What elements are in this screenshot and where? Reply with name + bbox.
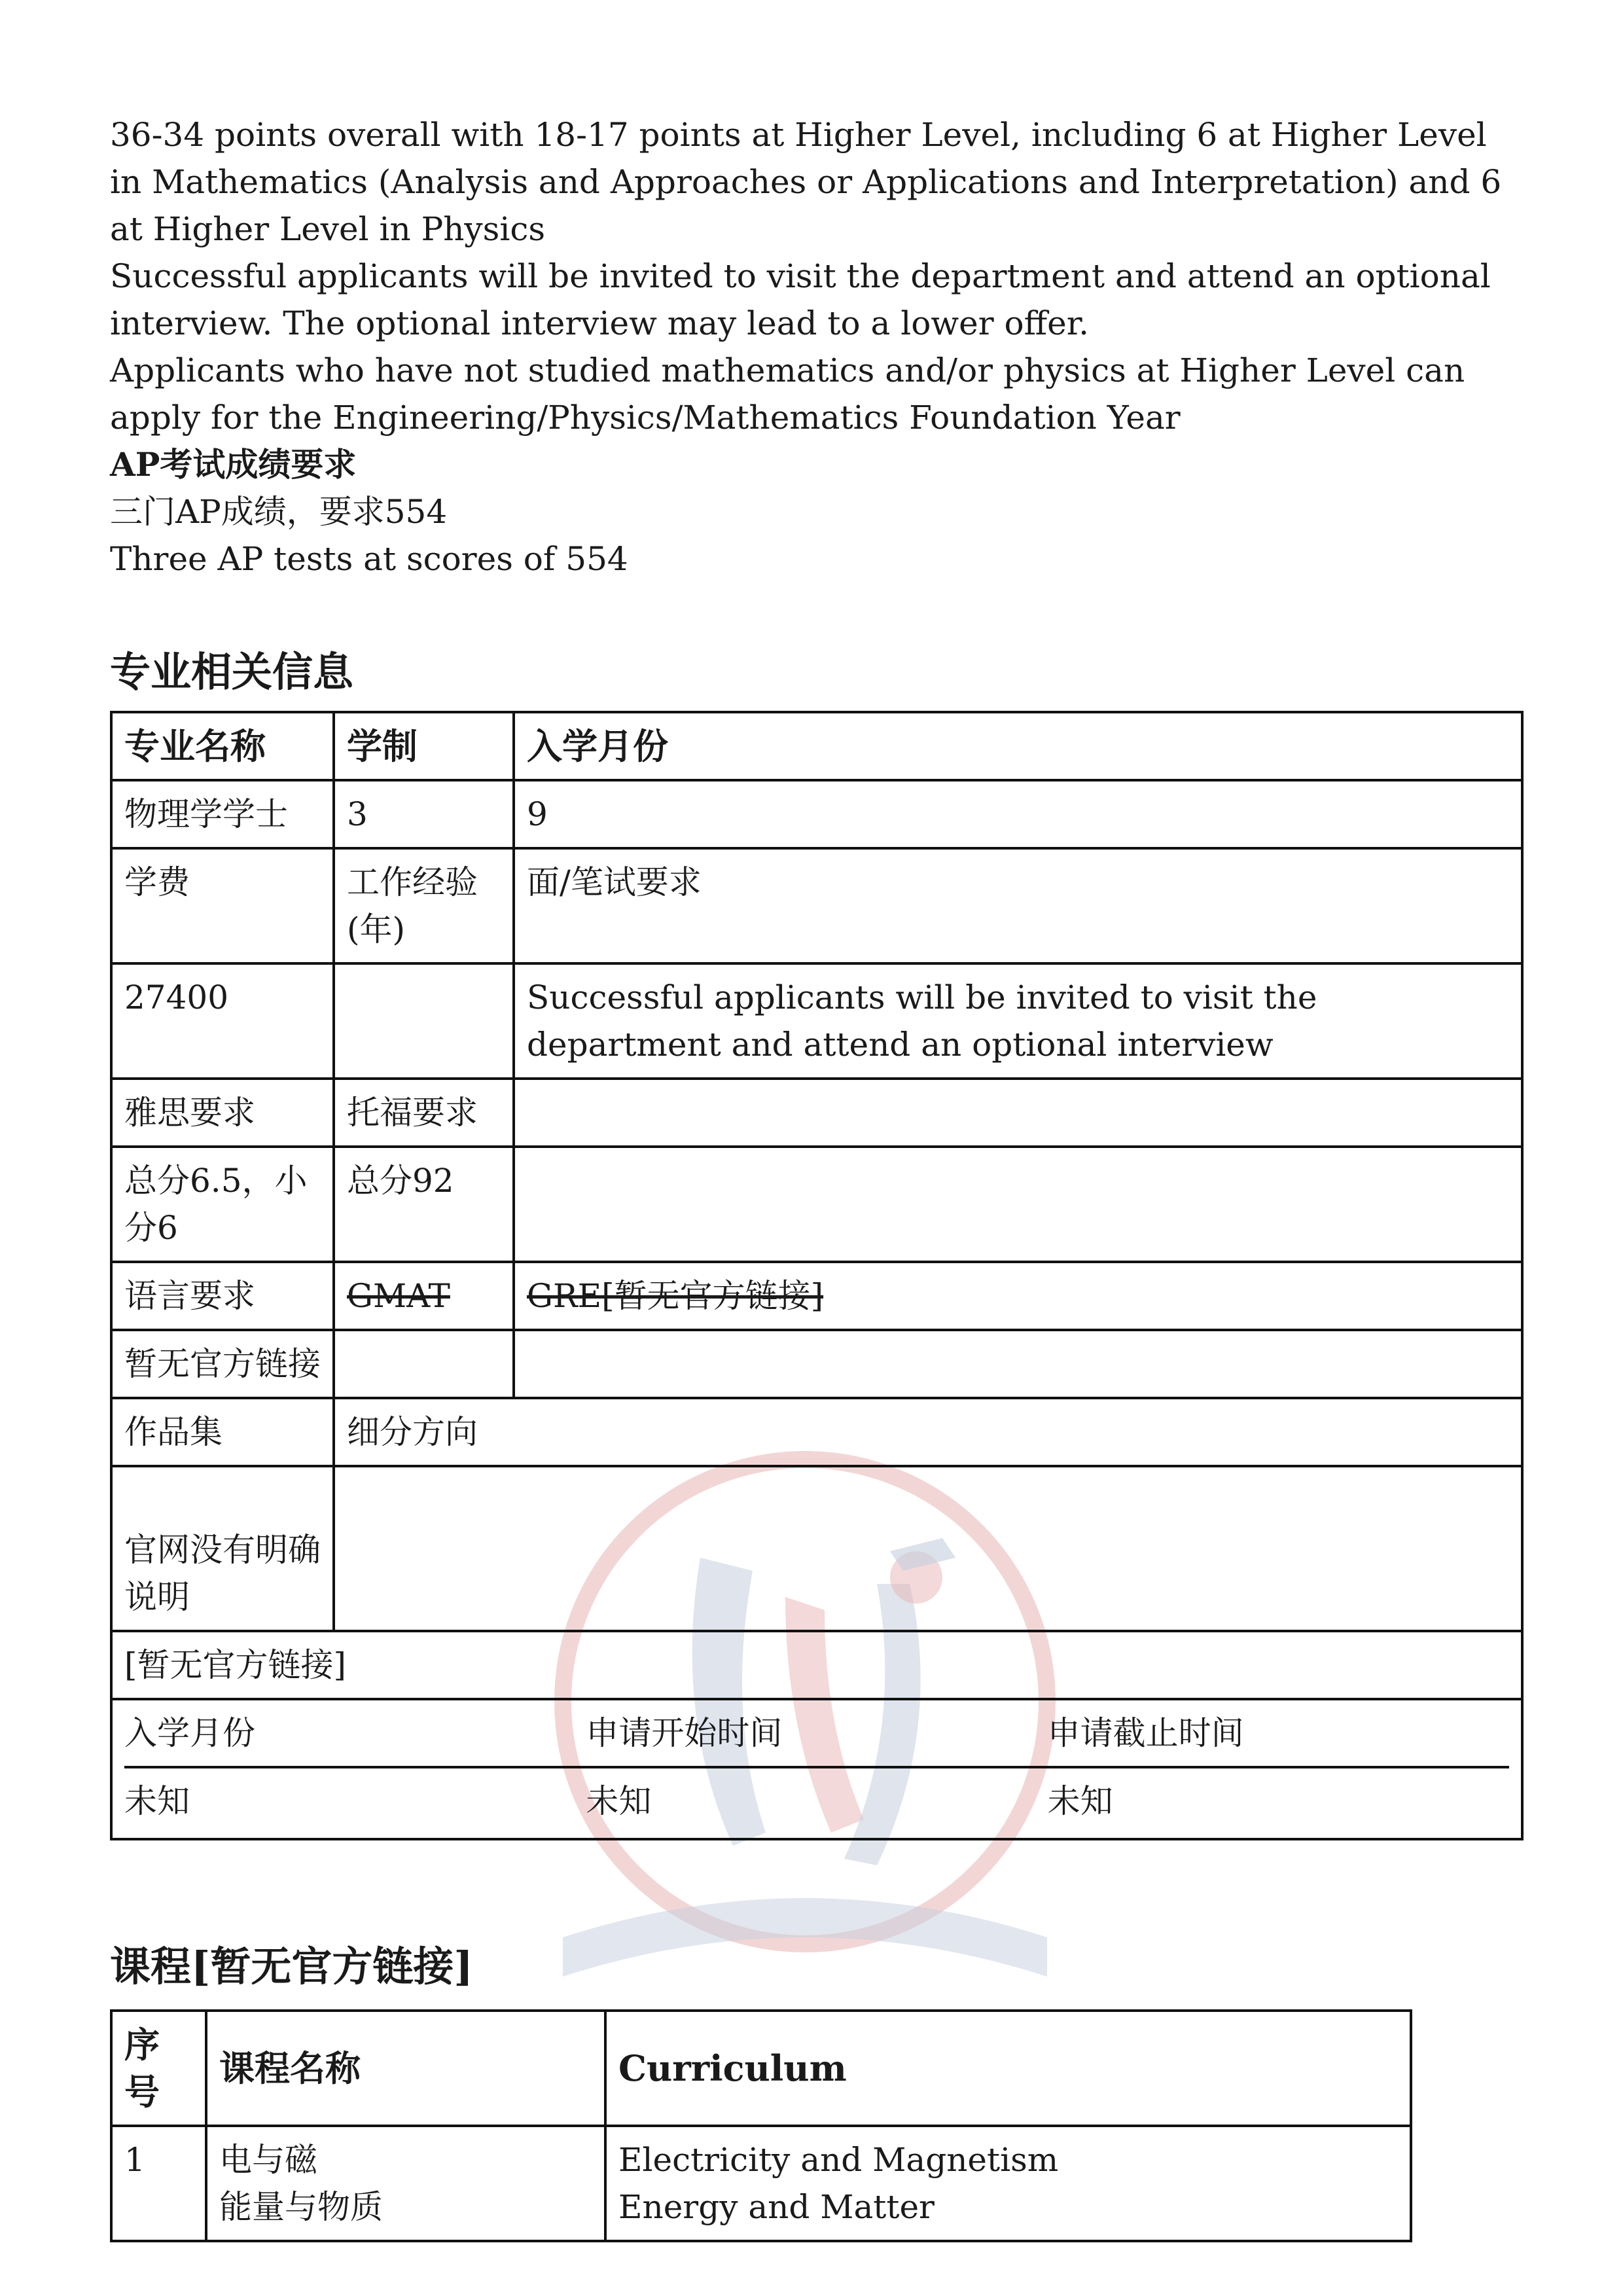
table-row: [111, 1330, 1522, 1398]
curriculum-en-1: Electricity and Magnetism: [618, 2141, 1059, 2179]
ielts-label: 雅思要求: [111, 1079, 334, 1147]
empty-cell: [334, 1330, 514, 1398]
program-info-table: [110, 711, 1524, 1840]
program-info-title: 专业相关信息: [110, 648, 354, 696]
ielts-value: 总分6.5，小分6: [111, 1147, 334, 1262]
course-name-cn-2: 能量与物质: [219, 2188, 383, 2226]
portfolio-value: 官网没有明确说明: [111, 1466, 334, 1631]
timeline-value-deadline: 未知: [1047, 1782, 1113, 1820]
timeline-header-start: 申请开始时间: [586, 1714, 783, 1752]
work-experience-label: 工作经验(年): [334, 848, 514, 963]
header-intake-month: 入学月份: [514, 712, 1522, 780]
table-row: [111, 963, 1522, 1079]
course-section-title: 课程[暂无官方链接]: [110, 1943, 473, 1990]
timeline-value-start: 未知: [586, 1782, 652, 1820]
language-label: 语言要求: [111, 1262, 334, 1330]
gre-label: GRE[暂无官方链接]: [514, 1262, 1522, 1330]
table-row: [111, 1398, 1522, 1466]
tuition-value: 27400: [111, 963, 334, 1079]
course-no: 1: [111, 2126, 206, 2241]
duration-value: 3: [334, 780, 514, 848]
table-row: [111, 1699, 1522, 1839]
table-row: [111, 1466, 1522, 1631]
table-row: [111, 1147, 1522, 1262]
curriculum-en-2: Energy and Matter: [618, 2188, 935, 2226]
header-curriculum: Curriculum: [605, 2011, 1411, 2126]
table-row: [111, 848, 1522, 963]
gmat-label: GMAT: [334, 1262, 514, 1330]
empty-cell: [514, 1330, 1522, 1398]
ap-requirement-cn: 三门AP成绩，要求554: [110, 493, 448, 531]
table-row: [111, 1079, 1522, 1147]
header-course-name: 课程名称: [206, 2011, 605, 2126]
course-name-cell: [206, 2126, 605, 2241]
language-value: 暂无官方链接: [111, 1330, 334, 1398]
foundation-note-text: Applicants who have not studied mathematics and/or physics at Higher Level can apply for the Engineering/Physics/Mathematics Foundation Year: [110, 351, 1465, 437]
timeline-header-row: [124, 1710, 1509, 1768]
official-link-note: [暂无官方链接]: [111, 1631, 1522, 1699]
timeline-value-row: [124, 1768, 1509, 1825]
direction-value: [334, 1466, 1522, 1631]
ap-heading: AP考试成绩要求: [110, 445, 357, 484]
timeline-cell: [111, 1699, 1522, 1839]
timeline-header-deadline: 申请截止时间: [1047, 1714, 1244, 1752]
interview-value: Successful applicants will be invited to visit the department and attend an optional interview: [514, 963, 1522, 1079]
table-row: [111, 2126, 1411, 2241]
ib-requirement-text: 36-34 points overall with 18-17 points at Higher Level, including 6 at Higher Level in Mathematics (Analysis and Approaches or Applications and Interpretation) and 6 at Higher Level in Physics: [110, 116, 1502, 248]
empty-cell: [514, 1079, 1522, 1147]
work-experience-value: [334, 963, 514, 1079]
tuition-label: 学费: [111, 848, 334, 963]
table-row: [111, 1631, 1522, 1699]
toefl-value: 总分92: [334, 1147, 514, 1262]
direction-label: 细分方向: [334, 1398, 1522, 1466]
table-row: [111, 712, 1522, 780]
toefl-label: 托福要求: [334, 1079, 514, 1147]
course-name-cn-1: 电与磁: [219, 2141, 317, 2179]
table-row: [111, 1262, 1522, 1330]
timeline-header-intake: 入学月份: [124, 1714, 255, 1752]
document-body: [110, 111, 1524, 2242]
course-table: [110, 2009, 1412, 2242]
header-program-name: 专业名称: [111, 712, 334, 780]
header-duration: 学制: [334, 712, 514, 780]
interview-note-text: Successful applicants will be invited to visit the department and attend an optional interview. The optional interview may lead to a lower offer.: [110, 257, 1491, 342]
program-name-value: 物理学学士: [111, 780, 334, 848]
table-row: [111, 780, 1522, 848]
ap-requirement-en: Three AP tests at scores of 554: [110, 540, 628, 578]
timeline-value-intake: 未知: [124, 1782, 190, 1820]
header-course-no: 序号: [111, 2011, 206, 2126]
interview-label: 面/笔试要求: [514, 848, 1522, 963]
portfolio-label: 作品集: [111, 1398, 334, 1466]
intake-month-value: 9: [514, 780, 1522, 848]
curriculum-cell: [605, 2126, 1411, 2241]
table-row: [111, 2011, 1411, 2126]
empty-cell: [514, 1147, 1522, 1262]
